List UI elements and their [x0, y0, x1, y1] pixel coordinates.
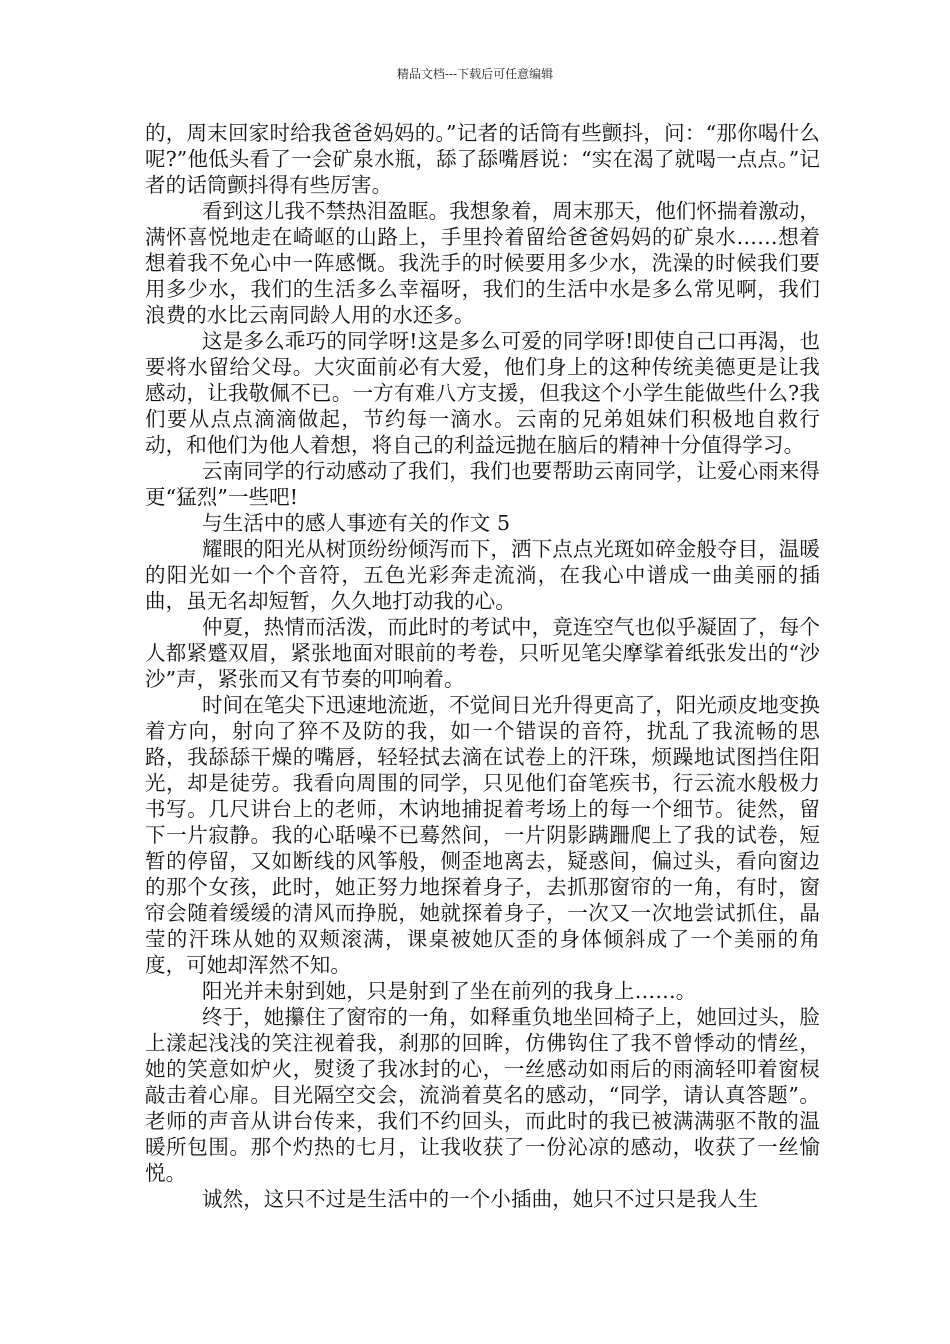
paragraph: 云南同学的行动感动了我们，我们也要帮助云南同学，让爱心雨来得更“猛烈”一些吧! [145, 459, 820, 509]
paragraph: 耀眼的阳光从树顶纷纷倾泻而下，洒下点点光斑如碎金般夺目，温暖的阳光如一个个音符，五色光彩奔走流淌，在我心中谱成一曲美丽的插曲，虽无名却短暂，久久地打动我的心。 [145, 537, 820, 613]
paragraph: 这是多么乖巧的同学呀!这是多么可爱的同学呀!即使自己口再渴，也要将水留给父母。大灾面前必有大爱，他们身上的这种传统美德更是让我感动，让我敬佩不已。一方有难八方支援，但我这个小学生能做些什么?我们要从点点滴滴做起，节约每一滴水。云南的兄弟姐妹们积极地自救行动，和他们为他人着想，将自己的利益远抛在脑后的精神十分值得学习。 [145, 329, 820, 457]
section-heading: 与生活中的感人事迹有关的作文 5 [202, 511, 511, 535]
paragraph: 阳光并未射到她，只是射到了坐在前列的我身上……。 [202, 979, 697, 1003]
paragraph: 诚然，这只不过是生活中的一个小插曲，她只不过只是我人生 [202, 1187, 759, 1211]
paragraph: 看到这儿我不禁热泪盈眶。我想象着，周末那天，他们怀揣着激动，满怀喜悦地走在崎岖的山路上，手里拎着留给爸爸妈妈的矿泉水……想着想着我不免心中一阵感慨。我洗手的时候要用多少水，洗澡的时候我们要用多少水，我们的生活多么幸福呀，我们的生活中水是多么常见啊，我们浪费的水比云南同龄人用的水还多。 [145, 199, 820, 327]
paragraph: 仲夏，热情而活泼，而此时的考试中，竟连空气也似乎凝固了，每个人都紧蹙双眉，紧张地面对眼前的考卷，只听见笔尖摩挲着纸张发出的“沙沙”声，紧张而又有节奏的叩响着。 [145, 615, 820, 691]
paragraph: 时间在笔尖下迅速地流逝，不觉间日光升得更高了，阳光顽皮地变换着方向，射向了猝不及防的我，如一个错误的音符，扰乱了我流畅的思路，我舔舔干燥的嘴唇，轻轻拭去滴在试卷上的汗珠，烦躁地试图挡住阳光，却是徒劳。我看向周围的同学，只见他们奋笔疾书，行云流水般极力书写。几尺讲台上的老师，木讷地捕捉着考场上的每一个细节。徒然，留下一片寂静。我的心聒噪不已蓦然间，一片阴影蹒跚爬上了我的试卷，短暂的停留，又如断线的风筝般，侧歪地离去，疑惑间，偏过头，看向窗边的那个女孩，此时，她正努力地探着身子，去抓那窗帘的一角，有时，窗帘会随着缓缓的清风而挣脱，她就探着身子，一次又一次地尝试抓住，晶莹的汗珠从她的双颊滚满，课桌被她仄歪的身体倾斜成了一个美丽的角度，可她却浑然不知。 [145, 693, 820, 977]
paragraph: 的，周末回家时给我爸爸妈妈的。”记者的话筒有些颤抖，问：“那你喝什么呢?”他低头看了一会矿泉水瓶，舔了舔嘴唇说：“实在渴了就喝一点点。”记者的话筒颤抖得有些厉害。 [145, 121, 820, 197]
paragraph: 终于，她攥住了窗帘的一角，如释重负地坐回椅子上，她回过头，脸上漾起浅浅的笑注视着我，刹那的回眸，仿佛钩住了我不曾悸动的情丝，她的笑意如炉火，熨烫了我冰封的心，一丝感动如雨后的雨滴轻叩着窗棂敲击着心扉。目光隔空交会，流淌着莫名的感动，“同学，请认真答题”。老师的声音从讲台传来，我们不约回头，而此时的我已被满满驱不散的温暖所包围。那个灼热的七月，让我收获了一份沁凉的感动，收获了一丝愉悦。 [145, 1005, 820, 1185]
document-body [145, 120, 820, 1212]
page-header: 精品文档---下载后可任意编辑 [396, 67, 554, 81]
